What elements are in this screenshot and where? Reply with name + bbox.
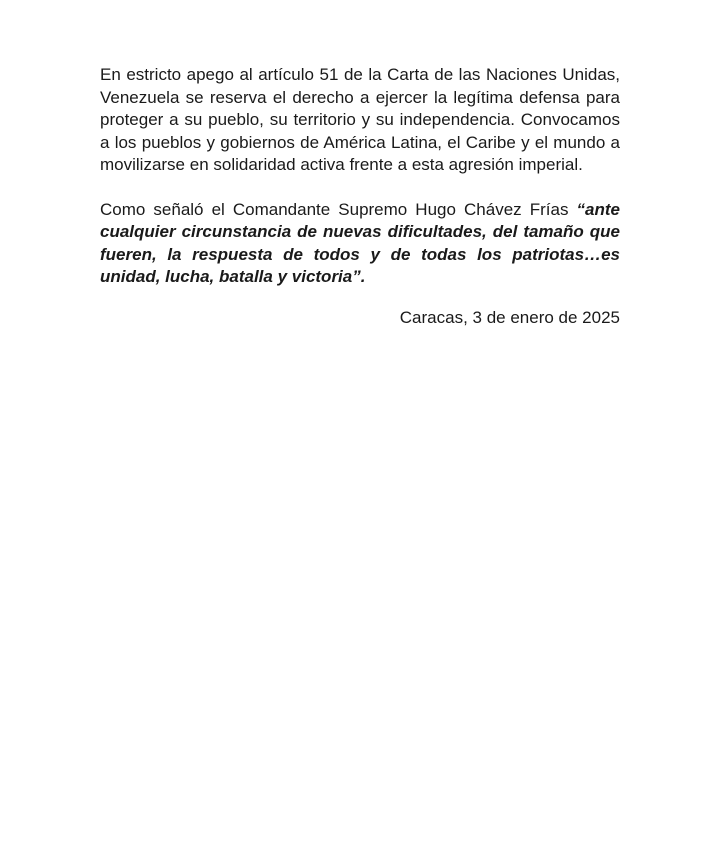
paragraph-chavez-quote xyxy=(100,199,620,289)
quote-text: “ante cualquier circunstancia de nuevas dificultades, del tamaño que fueren, la respuesta de todos y de todas los patriotas…es unidad, lucha, batalla y victoria”. xyxy=(100,199,620,286)
paragraph-legitimate-defense: En estricto apego al artículo 51 de la Carta de las Naciones Unidas, Venezuela se reserva el derecho a ejercer la legítima defensa para proteger a su pueblo, su territorio y su independencia. Convocamos a los pueblos y gobiernos de América Latina, el Caribe y el mundo a movilizarse en solidaridad activa frente a esta agresión imperial. xyxy=(100,65,620,174)
quote-intro: Como señaló el Comandante Supremo Hugo Chávez Frías xyxy=(100,199,569,219)
place-date-signoff: Caracas, 3 de enero de 2025 xyxy=(399,307,620,327)
document-body xyxy=(100,64,620,329)
